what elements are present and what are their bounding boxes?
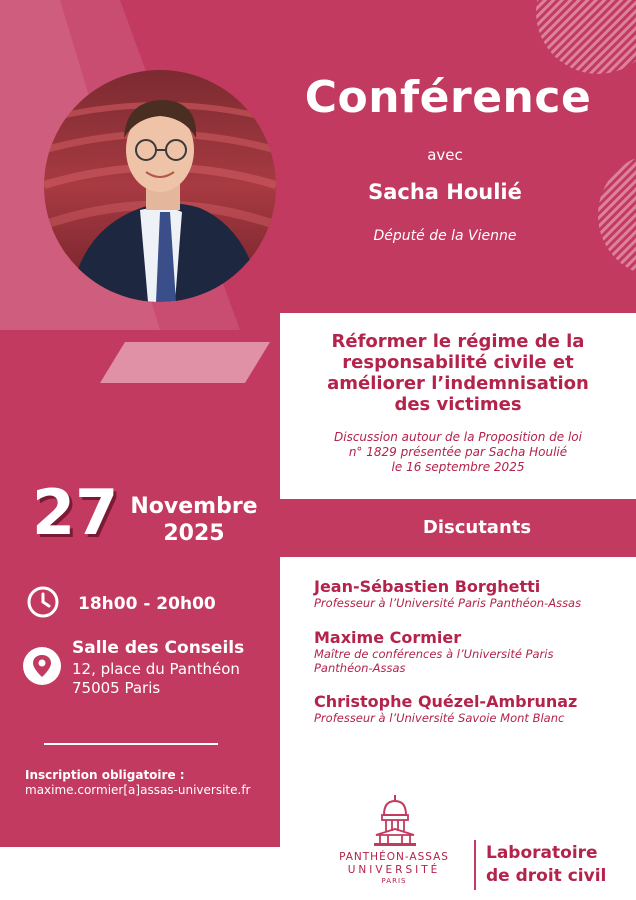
conference-title: Conférence — [304, 72, 592, 123]
topic-title-line: Réformer le régime de la — [331, 331, 585, 352]
discutant-item — [314, 577, 630, 610]
date-month: Novembre — [130, 494, 258, 519]
lab-name-line1: Laboratoire — [486, 843, 598, 863]
discutants-title: Discutants — [422, 517, 532, 538]
avec-label: avec — [427, 146, 463, 164]
discutant-name: Jean-Sébastien Borghetti — [314, 577, 541, 596]
discutant-role: Maître de conférences à l’Université Paris — [314, 647, 554, 661]
divider — [44, 743, 218, 745]
venue-address-line: 12, place du Panthéon — [72, 660, 240, 678]
inscription-email[interactable]: maxime.cormier[a]assas-universite.fr — [25, 783, 251, 797]
topic-description — [300, 430, 616, 475]
bg-parallelogram-shape — [100, 342, 270, 383]
discutant-item — [314, 628, 630, 675]
topic-title — [300, 331, 616, 415]
pantheon-logo-icon — [372, 793, 418, 848]
bg-striped-circle-top — [536, 0, 636, 74]
clock-icon — [26, 585, 60, 619]
discutant-role: Professeur à l’Université Paris Panthéon-Assas — [314, 596, 582, 610]
topic-description-line: le 16 septembre 2025 — [391, 460, 525, 474]
speaker-name: Sacha Houlié — [368, 180, 522, 204]
topic-title-line: améliorer l’indemnisation — [327, 373, 589, 394]
location-pin-icon — [22, 646, 62, 686]
discutant-role: Professeur à l’Université Savoie Mont Blanc — [314, 711, 565, 725]
university-city: PARIS — [381, 877, 407, 885]
discutant-item — [314, 692, 630, 725]
venue-address-line: 75005 Paris — [72, 679, 161, 697]
topic-description-line: n° 1829 présentée par Sacha Houlié — [348, 445, 568, 459]
speaker-portrait — [44, 70, 276, 302]
topic-title-line: des victimes — [394, 394, 522, 415]
event-time: 18h00 - 20h00 — [78, 594, 216, 614]
discutant-name: Christophe Quézel-Ambrunaz — [314, 692, 578, 711]
topic-description-line: Discussion autour de la Proposition de loi — [334, 430, 582, 444]
venue-name: Salle des Conseils — [72, 638, 245, 658]
date-month-year — [114, 493, 274, 547]
lab-name-line2: de droit civil — [486, 866, 607, 886]
discutant-name: Maxime Cormier — [314, 628, 462, 647]
topic-title-line: responsabilité civile et — [342, 352, 574, 373]
speaker-role: Député de la Vienne — [373, 228, 517, 244]
inscription-label: Inscription obligatoire : — [25, 768, 185, 782]
university-name-line2: UNIVERSITÉ — [347, 864, 441, 876]
footer-separator — [474, 840, 476, 890]
date-year: 2025 — [163, 521, 225, 546]
discutant-role: Panthéon-Assas — [314, 661, 406, 675]
bg-striped-circle-right — [598, 153, 636, 277]
university-name-line1: PANTHÉON-ASSAS — [339, 851, 449, 863]
date-day: 27 — [32, 476, 119, 549]
